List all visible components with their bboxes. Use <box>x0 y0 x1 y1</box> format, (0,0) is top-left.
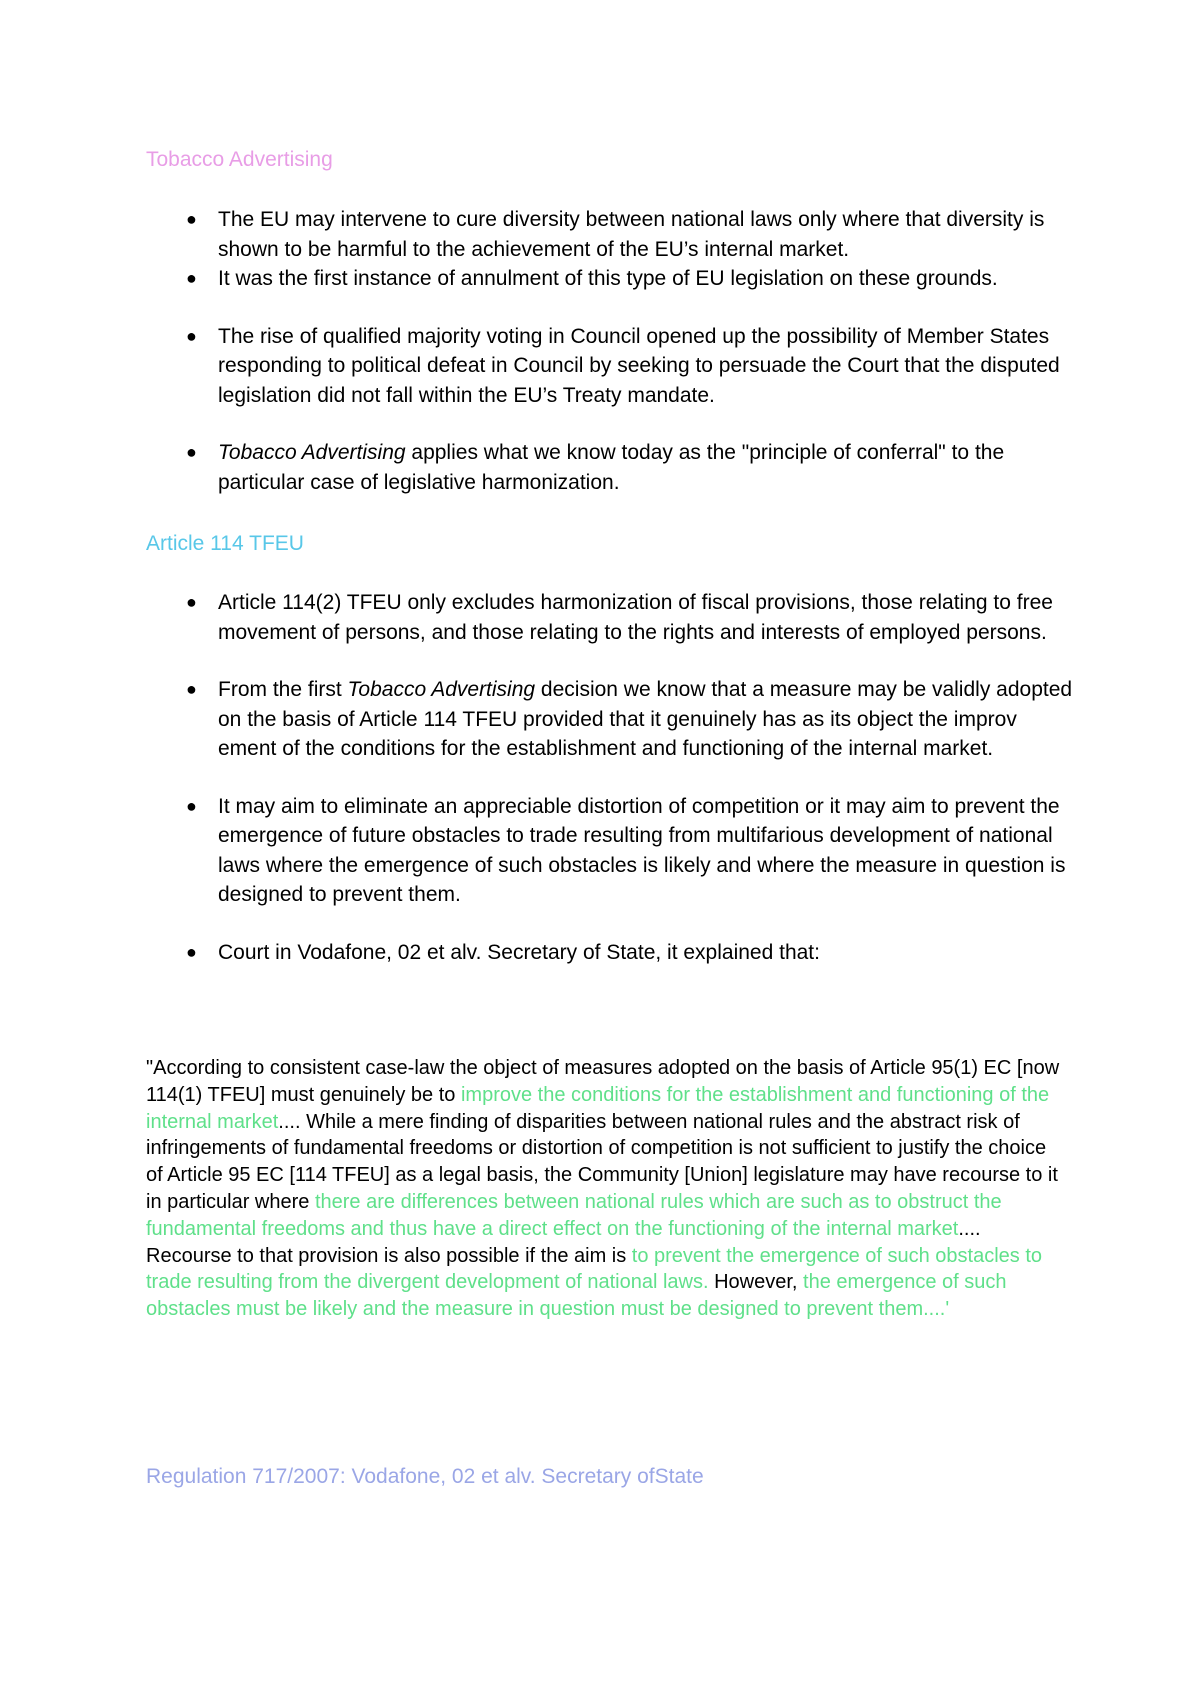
bullet-icon: ● <box>186 795 197 816</box>
court-quote: "According to consistent case-law the object of measures adopted on the basis of Article 95(1) EC [now 114(1) TFEU] must genuinely be to improve the conditions for the establishment and functioning of the internal market.... While a mere finding of disparities between national rules and the abstract risk of infringements of fundamental freedoms or distortion of competition is not sufficient to justify the choice of Article 95 EC [114 TFEU] as a legal basis, the Community [Union] legislature may have recourse to it in particular where there are differences between national rules which are such as to obstruct the fundamental freedoms and thus have a direct effect on the functioning of the internal market.... Recourse to that provision is also possible if the aim is to prevent the emergence of such obstacles to trade resulting from the divergent development of national laws. However, the emergence of such obstacles must be likely and the measure in question must be designed to prevent them....' <box>146 1057 1060 1321</box>
case-name: Tobacco Advertising <box>218 441 406 464</box>
list-item: ● The EU may intervene to cure diversity between national laws only where that diversity is shown to be harmful to the achievement of the EU’s internal market. <box>0 205 1078 264</box>
case-name: Tobacco Advertising <box>347 678 536 701</box>
list-item: ● It was the first instance of annulment of this type of EU legislation on these grounds. <box>0 264 1078 294</box>
bullet-icon: ● <box>186 325 197 346</box>
list-item: ● From the first Tobacco Advertising decision we know that a measure may be validly adopted on the basis of Article 114 TFEU provided that it genuinely has as its object the improv ement of the conditions for the establishment and functioning of the internal market. <box>0 675 1078 764</box>
bullet-icon: ● <box>186 592 197 612</box>
list-item: ● Tobacco Advertising applies what we know today as the "principle of conferral" to the particular case of legislative harmonization. <box>0 438 1078 497</box>
bullet-icon: ● <box>186 209 197 229</box>
bullet-icon: ● <box>186 941 197 962</box>
highlight-text: to prevent the emergence of such obstacles to trade resulting from the divergent development of national laws. <box>146 1244 1043 1294</box>
highlight-text: there are differences between national rules which are such as to obstruct the fundamental freedoms and thus have a direct effect on the functioning of the internal market <box>146 1190 1002 1240</box>
bullet-icon: ● <box>186 679 197 699</box>
bullet-icon: ● <box>186 442 197 462</box>
highlight-text: the emergence of such obstacles must be likely and the measure in question must be designed to prevent them....' <box>146 1271 1007 1321</box>
list-item: ● It may aim to eliminate an appreciable distortion of competition or it may aim to prevent the emergence of future obstacles to trade resulting from multifarious development of national laws where the emergence of such obstacles is likely and where the measure in question is designed to prevent them. <box>0 792 1078 910</box>
tobacco-bullet-list <box>0 205 1200 497</box>
heading-article-114: Article 114 TFEU <box>146 532 304 555</box>
bullet-icon: ● <box>186 268 197 288</box>
list-item: ● Court in Vodafone, 02 et alv. Secretary of State, it explained that: <box>0 938 1078 968</box>
list-item: ● The rise of qualified majority voting in Council opened up the possibility of Member States responding to political defeat in Council by seeking to persuade the Court that the disputed legislation did not fall within the EU’s Treaty mandate. <box>0 322 1078 411</box>
heading-tobacco-advertising: Tobacco Advertising <box>146 148 333 171</box>
article-bullet-list <box>0 588 1200 967</box>
highlight-text: improve the conditions for the establishment and functioning of the internal market <box>146 1083 1050 1133</box>
heading-regulation: Regulation 717/2007: Vodafone, 02 et alv. Secretary ofState <box>146 1465 704 1488</box>
list-item: ● Article 114(2) TFEU only excludes harmonization of fiscal provisions, those relating to free movement of persons, and those relating to the rights and interests of employed persons. <box>0 588 1078 647</box>
